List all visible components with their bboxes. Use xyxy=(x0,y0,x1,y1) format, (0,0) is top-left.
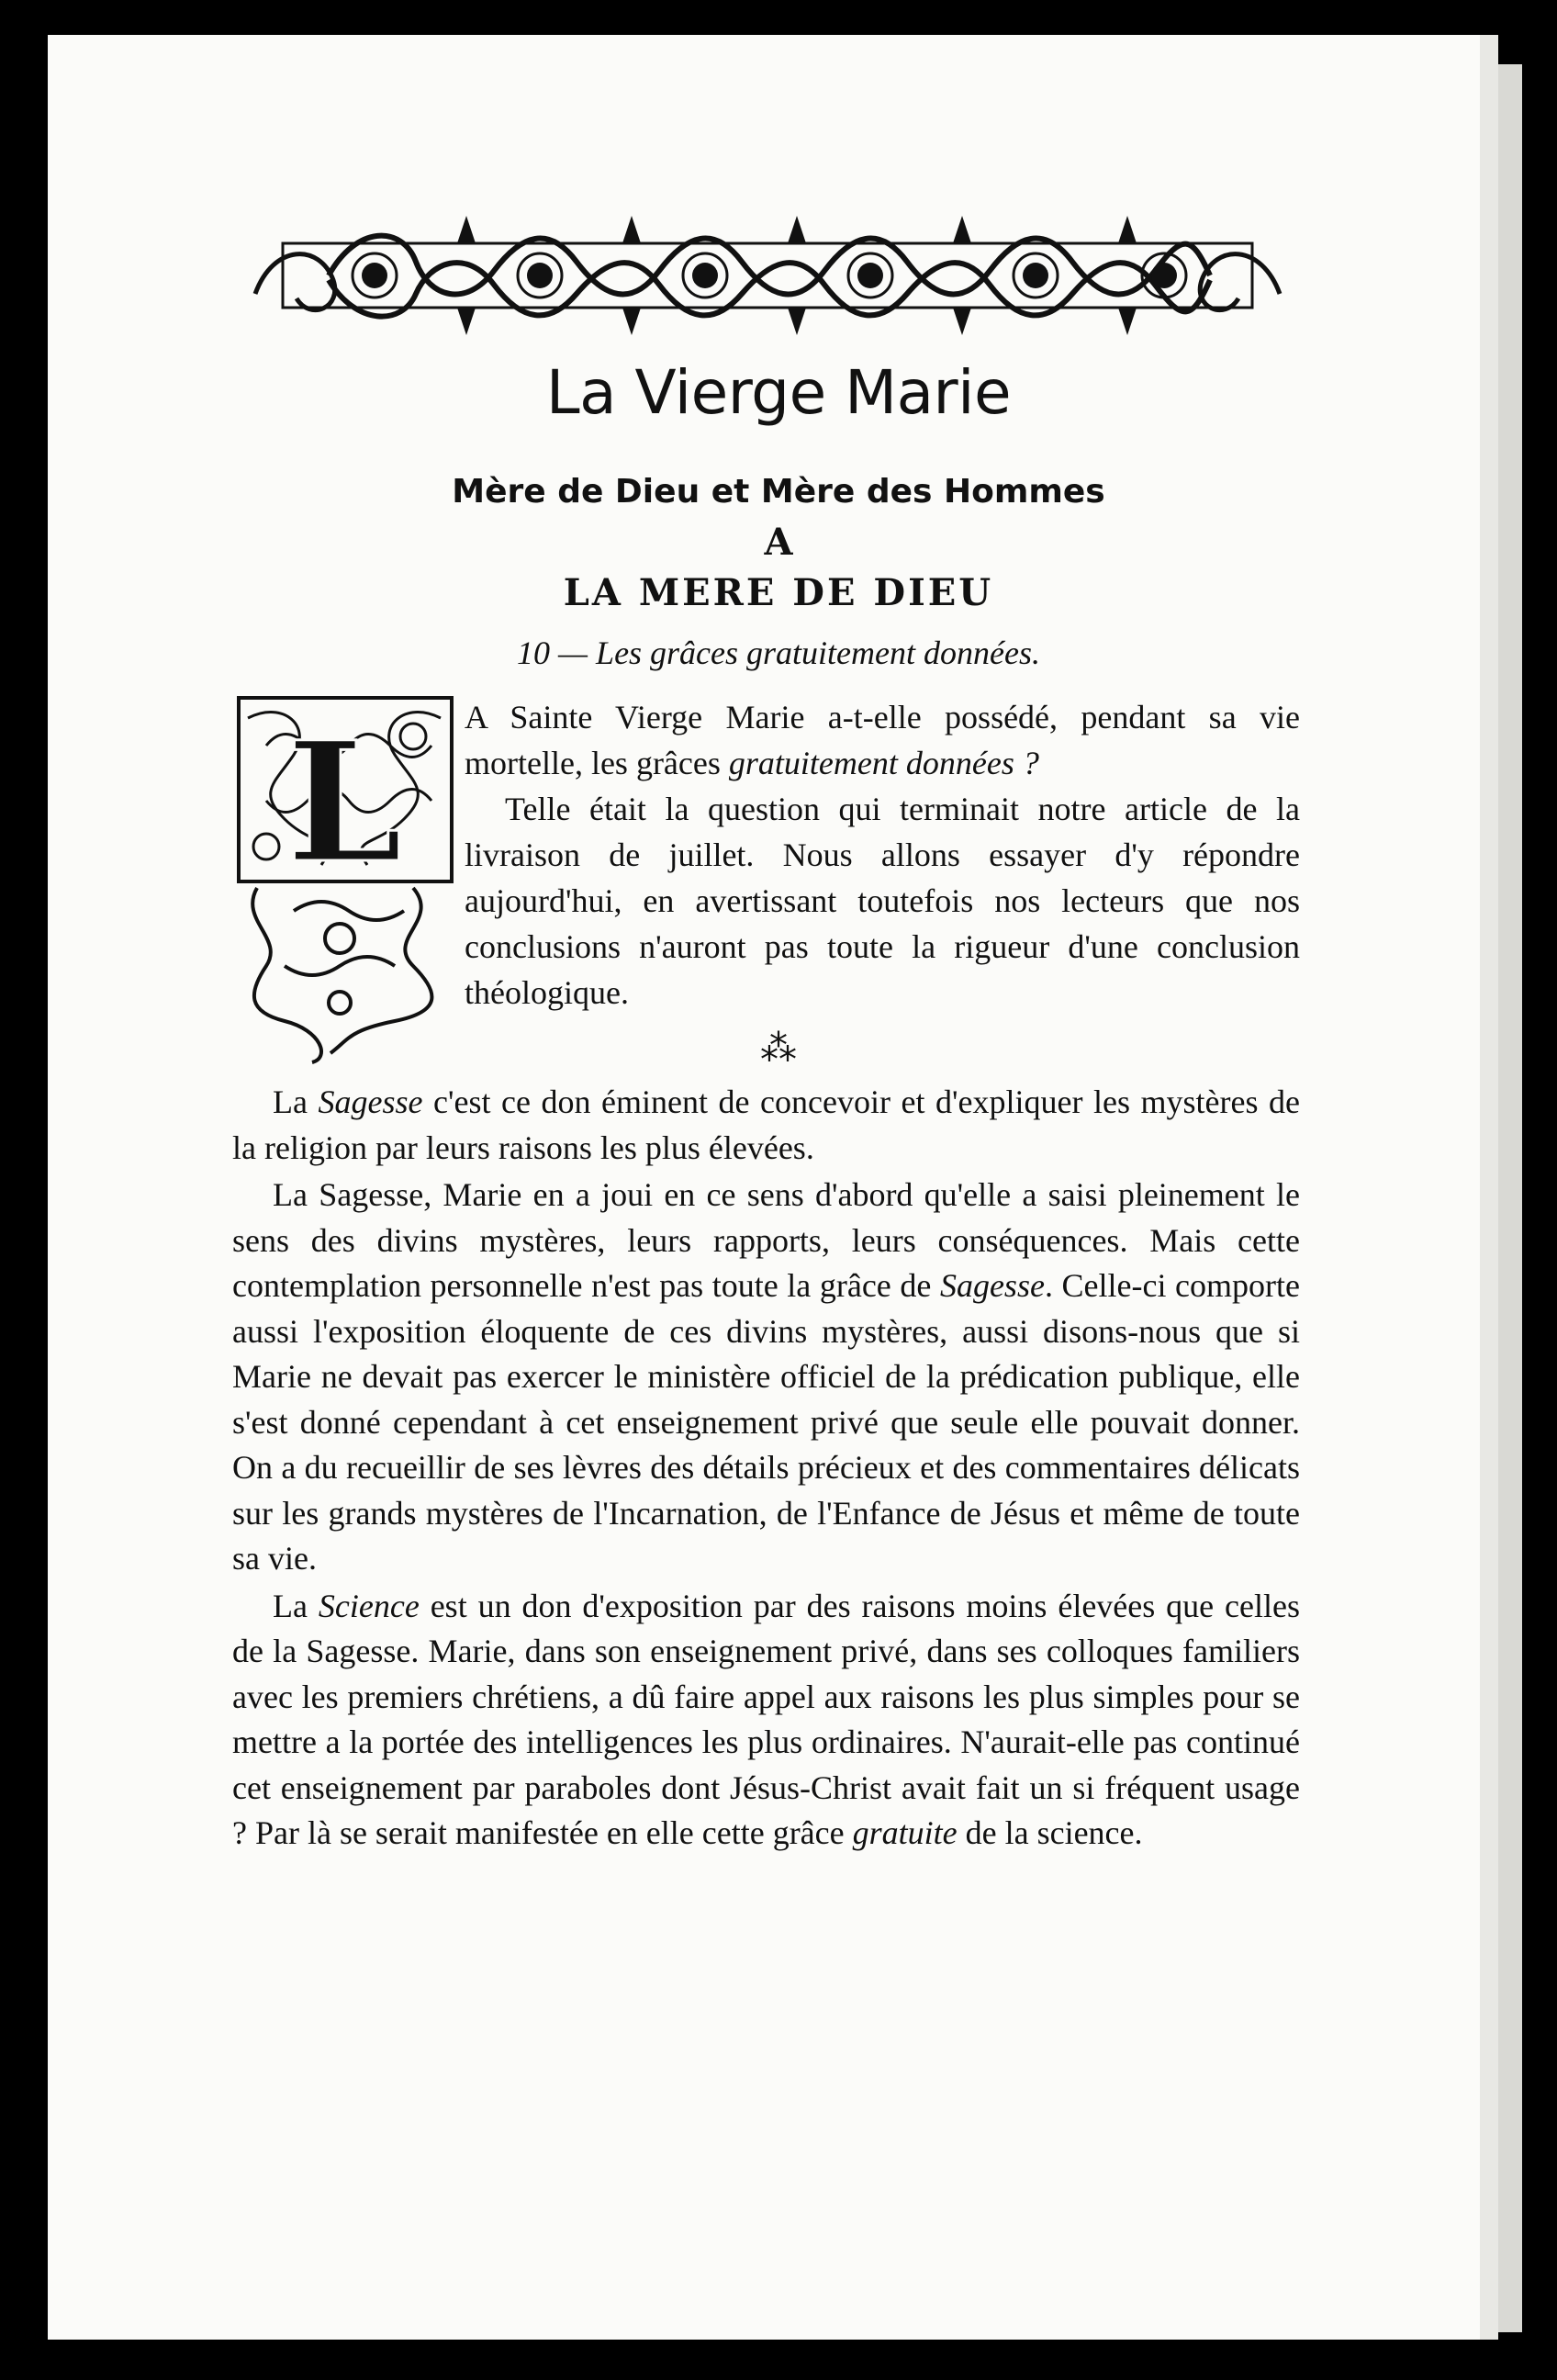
article-subtitle: Mère de Dieu et Mère des Hommes xyxy=(452,473,1105,511)
section-letter: A xyxy=(764,521,793,564)
chapter-heading: 10 — Les grâces gratuitement données. xyxy=(517,634,1040,671)
paragraph-science: La Science est un don d'exposition par des raisons moins élevées que celles de la Sagesse. Marie, dans son enseignement privé, dans ses colloques familiers avec les premiers chrétiens, a dû faire appel aux raisons les plus simples pour se mettre a la portée des intelligences les plus ordinaires. N'aurait-elle pas continué cet enseignement par paraboles dont Jésus-Christ avait fait un si fréquent usage ? Par là se serait manifestée en elle cette grâce gratuite de la science. xyxy=(232,1587,1301,1851)
lead-first-paragraph: A Sainte Vierge Marie a-t-elle possédé, pendant sa vie mortelle, les grâces gratuitement données ? xyxy=(465,699,1300,781)
paragraph-sagesse-definition: La Sagesse c'est ce don éminent de concevoir et d'expliquer les mystères de la religion par leurs raisons les plus élevées. xyxy=(232,1083,1301,1166)
ornamental-header-band xyxy=(246,207,1289,344)
drop-cap-letter: L xyxy=(286,706,403,900)
lead-second-paragraph: Telle était la question qui terminait notre article de la livraison de juillet. Nous allons essayer d'y répondre aujourd'hui, en avertissant toutefois nos lecteurs que nos conclusions n'auront pas toute la rigueur d'une conclusion théologique. xyxy=(465,791,1300,1011)
article-title: La Vierge Marie xyxy=(545,357,1012,428)
section-title: LA MERE DE DIEU xyxy=(563,571,994,614)
article-body xyxy=(232,1080,1300,1857)
lead-paragraph xyxy=(465,694,1300,1016)
paragraph-sagesse-marie: La Sagesse, Marie en a joui en ce sens d'abord qu'elle a saisi pleinement le sens des divins mystères, leurs rapports, leurs conséquences. Mais cette contemplation personnelle n'est pas toute la grâce de Sagesse. Celle-ci comporte aussi l'exposition éloquente de ces divins mystères, aussi disons-nous que si Marie ne devait pas exercer le ministère officiel de la prédication publique, elle s'est donné cependant à cet enseignement privé que seule elle pouvait donner. On a du recueillir de ses lèvres des détails précieux et des commentaires délicats sur les grands mystères de l'Incarnation, de l'Enfance de Jésus et même de toute sa vie. xyxy=(232,1176,1301,1577)
ornate-drop-cap xyxy=(230,690,461,1067)
asterism-divider: ⁂ xyxy=(760,1027,797,1069)
